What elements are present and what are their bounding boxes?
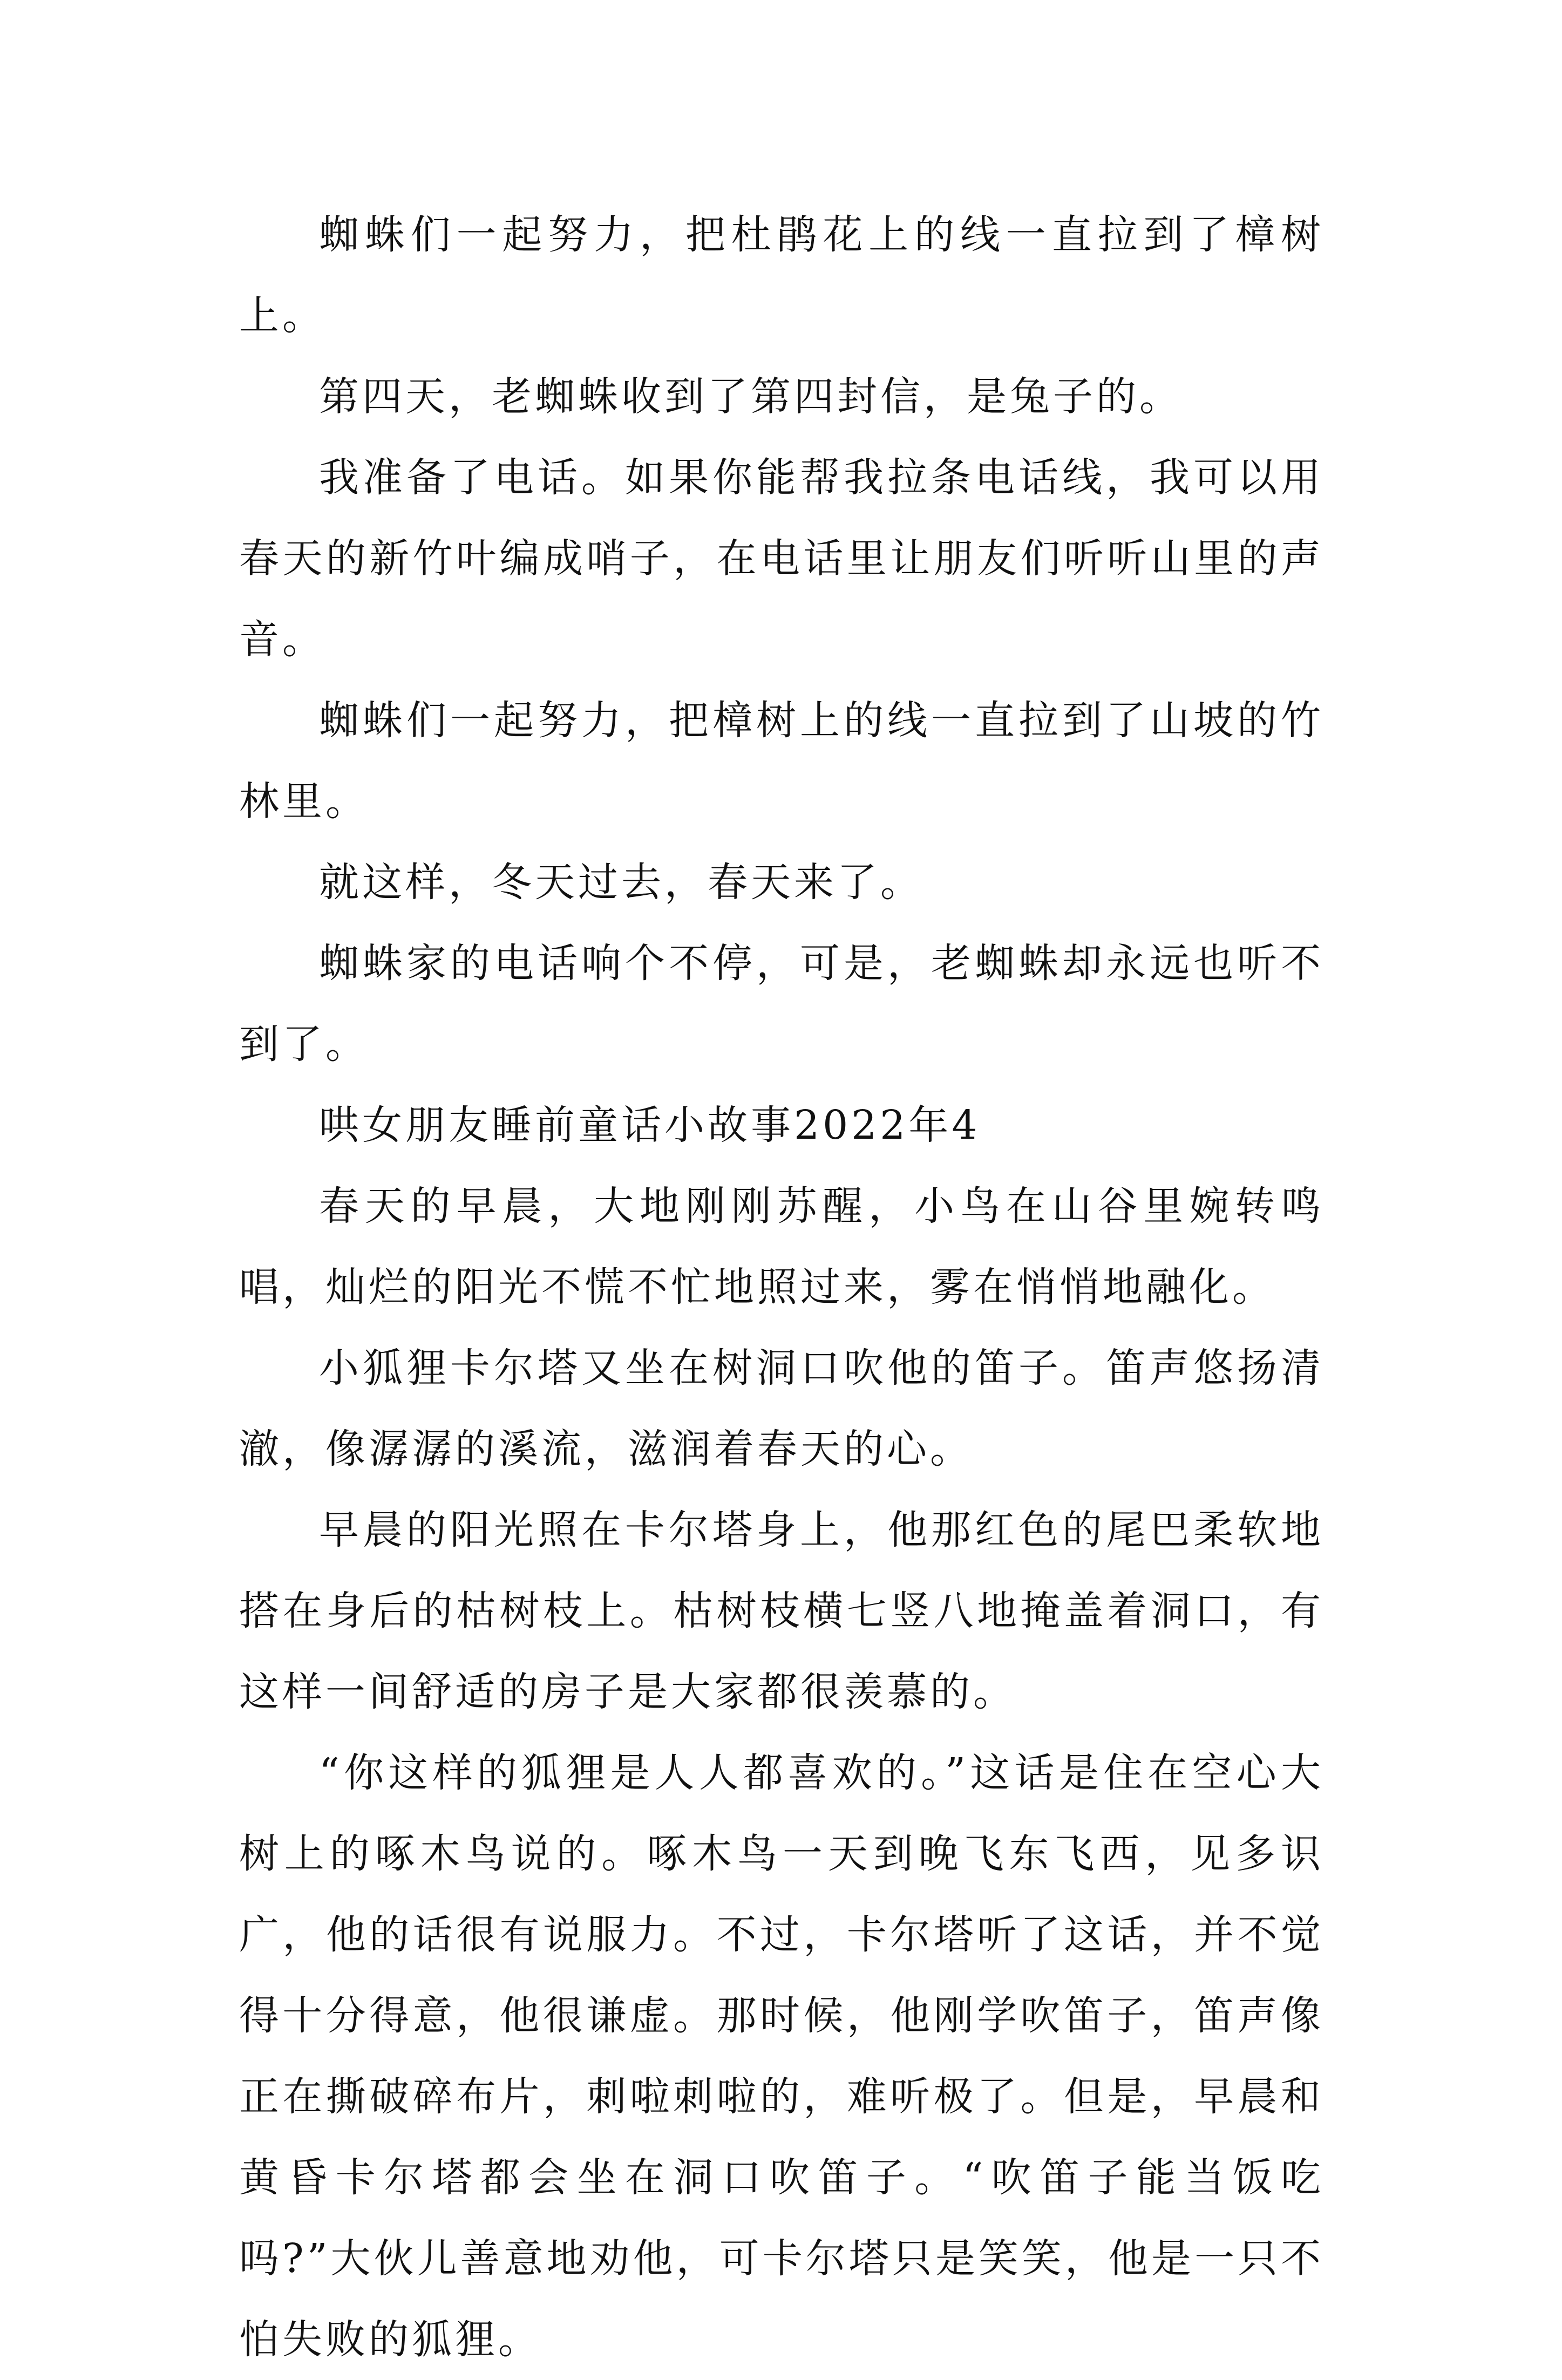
paragraph: 蜘蛛家的电话响个不停，可是，老蜘蛛却永远也听不到了。 <box>239 940 1324 1067</box>
paragraph: 蜘蛛们一起努力，把樟树上的线一直拉到了山坡的竹林里。 <box>239 697 1324 825</box>
paragraph: 我准备了电话。如果你能帮我拉条电话线，我可以用春天的新竹叶编成哨子，在电话里让朋友们听听山里的声音。 <box>239 454 1324 663</box>
section-heading: 哄女朋友睡前童话小故事2022年4 <box>319 1102 981 1148</box>
paragraph: 春天的早晨，大地刚刚苏醒，小鸟在山谷里婉转鸣唱，灿烂的阳光不慌不忙地照过来，雾在悄悄地融化。 <box>239 1183 1324 1310</box>
document-body <box>239 194 1324 2380</box>
paragraph: 第四天，老蜘蛛收到了第四封信，是兔子的。 <box>319 373 1183 420</box>
paragraph: 小狐狸卡尔塔又坐在树洞口吹他的笛子。笛声悠扬清澈，像潺潺的溪流，滋润着春天的心。 <box>239 1345 1324 1472</box>
paragraph: 蜘蛛们一起努力，把杜鹃花上的线一直拉到了樟树上。 <box>239 212 1324 339</box>
paragraph: “你这样的狐狸是人人都喜欢的。”这话是住在空心大树上的啄木鸟说的。啄木鸟一天到晚飞东飞西，见多识广，他的话很有说服力。不过，卡尔塔听了这话，并不觉得十分得意，他很谦虚。那时候，他刚学吹笛子，笛声像正在撕破碎布片，刺啦刺啦的，难听极了。但是，早晨和黄昏卡尔塔都会坐在洞口吹笛子。“吹笛子能当饭吃吗?”大伙儿善意地劝他，可卡尔塔只是笑笑，他是一只不怕失败的狐狸。 <box>239 1750 1324 2363</box>
paragraph: 就这样，冬天过去，春天来了。 <box>319 859 923 906</box>
paragraph: 早晨的阳光照在卡尔塔身上，他那红色的尾巴柔软地搭在身后的枯树枝上。枯树枝横七竖八地掩盖着洞口，有这样一间舒适的房子是大家都很羡慕的。 <box>239 1507 1324 1715</box>
